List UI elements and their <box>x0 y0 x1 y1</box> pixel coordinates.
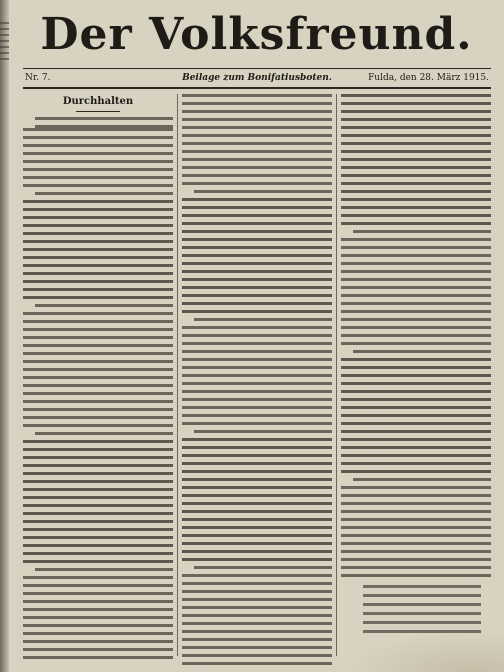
paragraph <box>23 128 173 187</box>
paragraph <box>23 576 173 659</box>
masthead-title: Der Volksfreund. <box>40 9 473 60</box>
column-separator <box>336 94 337 656</box>
column-2 <box>182 92 332 658</box>
paragraph-first-line <box>35 432 173 435</box>
paragraph-first-line <box>194 566 332 569</box>
article-heading: Durchhalten <box>62 96 134 107</box>
paragraph-first-line <box>353 478 491 481</box>
paragraph-first-line <box>35 568 173 571</box>
scan-edge <box>0 0 9 672</box>
paragraph-first-line <box>194 190 332 193</box>
column-separator <box>177 94 178 656</box>
paragraph-first-line <box>353 230 491 233</box>
paragraph-first-line <box>194 318 332 321</box>
paragraph-first-line <box>35 117 173 128</box>
paragraph <box>341 238 491 345</box>
paragraph <box>182 574 332 665</box>
paragraph-first-line <box>35 192 173 195</box>
issue-date: Fulda, den 28. März 1915. <box>368 73 489 83</box>
paragraph <box>23 200 173 299</box>
issue-number: Nr. 7. <box>25 73 51 83</box>
paragraph-first-line <box>35 304 173 307</box>
supplement-title: Beilage zum Bonifatiusboten. <box>182 73 332 83</box>
poem-verse <box>363 585 481 639</box>
paragraph-first-line <box>353 350 491 353</box>
paragraph <box>23 312 173 427</box>
paragraph <box>341 358 491 473</box>
paragraph <box>182 94 332 185</box>
paragraph <box>23 440 173 563</box>
heading-rule <box>76 111 120 112</box>
paragraph <box>182 198 332 313</box>
column-1 <box>23 92 173 658</box>
paragraph-first-line <box>194 430 332 433</box>
column-3 <box>341 92 491 658</box>
paragraph <box>341 486 491 577</box>
paragraph <box>341 94 491 225</box>
paragraph <box>182 438 332 561</box>
issue-line <box>23 70 491 86</box>
newspaper-page <box>9 0 504 672</box>
masthead-rule-top <box>23 68 491 69</box>
paragraph <box>182 326 332 425</box>
paper-stain <box>344 632 504 672</box>
edge-print-bleed <box>0 22 9 62</box>
masthead-rule-bottom <box>23 87 491 89</box>
